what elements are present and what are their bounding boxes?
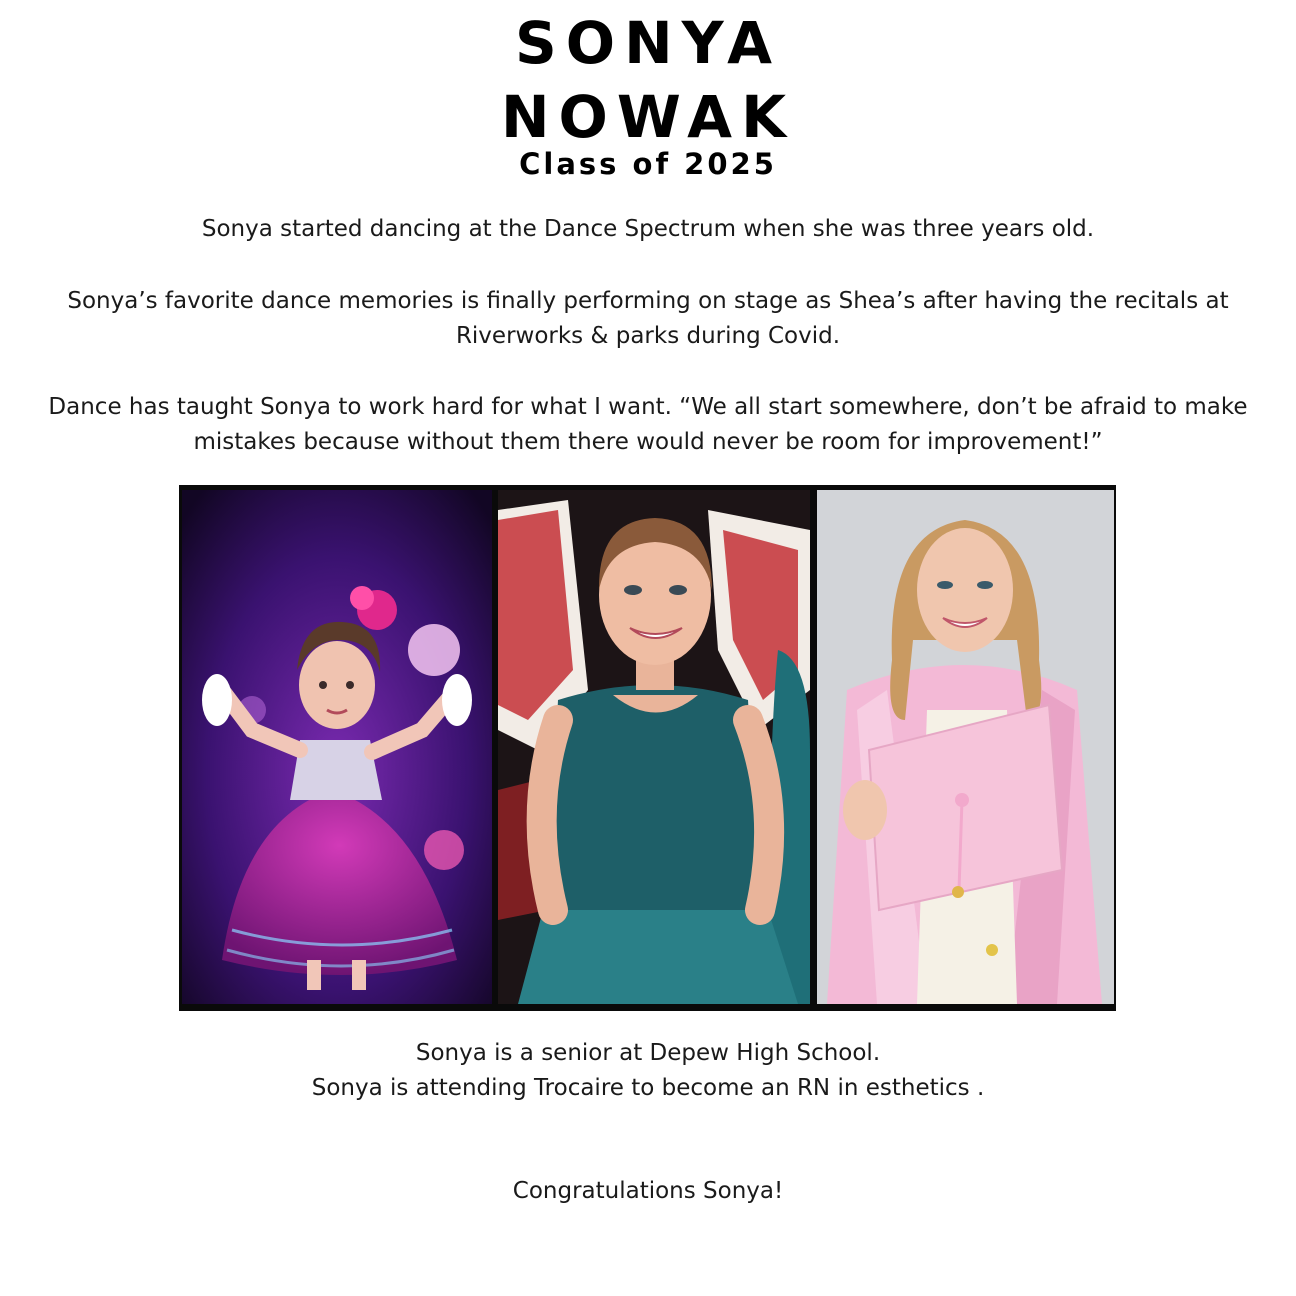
- teen-dancer-photo: [498, 490, 810, 1004]
- graduation-photo: [817, 490, 1114, 1004]
- bio-memory-text: Sonya’s favorite dance memories is finally performing on stage as Shea’s after having the recitals at Riverworks & parks during Covid.: [67, 288, 1229, 349]
- congratulations-text: Congratulations Sonya!: [512, 1178, 784, 1204]
- last-name-heading: NOWAK: [500, 83, 796, 151]
- childhood-recital-photo: [182, 490, 492, 1004]
- school-info-text: [20, 1036, 1276, 1106]
- photo-strip: [179, 485, 1116, 1011]
- school-line-attending: Sonya is attending Trocaire to become an RN in esthetics .: [311, 1075, 985, 1101]
- school-line-senior: Sonya is a senior at Depew High School.: [415, 1040, 881, 1066]
- bio-lesson-text: Dance has taught Sonya to work hard for what I want. “We all start somewhere, don’t be afraid to make mistakes because without them there would never be room for improvement!”: [48, 394, 1248, 455]
- bio-started-text: Sonya started dancing at the Dance Spectrum when she was three years old.: [201, 216, 1095, 242]
- class-year-subtitle: Class of 2025: [519, 147, 777, 181]
- first-name-heading: SONYA: [515, 9, 781, 77]
